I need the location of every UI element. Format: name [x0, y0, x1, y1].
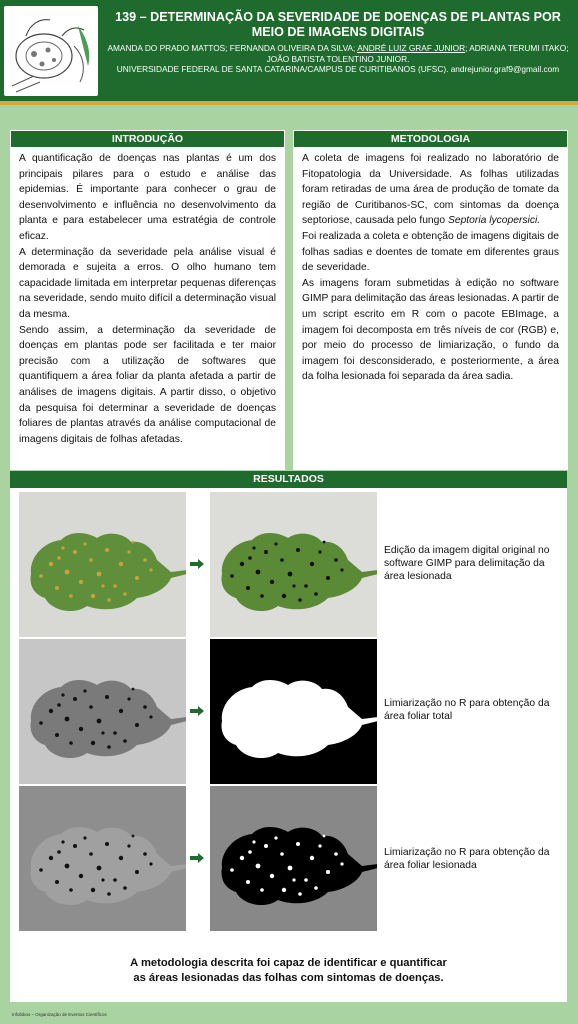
lesion-area-mask — [210, 786, 377, 931]
plant-disease-illustration-icon — [4, 6, 98, 96]
metodologia-paragraph-1-text: A coleta de imagens foi realizado no laboratório de Fitopatologia da Universidade. As folhas utilizadas foram retiradas de uma área de produção de tomate da região de Curitibanos-SC, com sintomas da doença septoriose, causada pelo fungo — [302, 153, 559, 227]
species-name: Septoria lycopersici. — [447, 215, 541, 227]
poster-title — [102, 10, 574, 40]
lesion-channel-leaf-image — [19, 786, 186, 931]
metodologia-title: METODOLOGIA — [294, 131, 567, 147]
total-leaf-area-mask — [210, 639, 377, 784]
gimp-edited-leaf-image — [210, 492, 377, 637]
introducao-title: INTRODUÇÃO — [11, 131, 284, 147]
metodologia-panel — [293, 130, 568, 470]
affiliation: UNIVERSIDADE FEDERAL DE SANTA CATARINA/CAMPUS DE CURITIBANOS (UFSC). andrejunior.graf9@gmail.com — [116, 64, 560, 74]
caption-gimp-editing: Edição da imagem digital original no software GIMP para delimitação da área lesionada — [384, 545, 550, 582]
metodologia-paragraph-3: As imagens foram submetidas à edição no software GIMP para delimitação das áreas lesionadas. A partir de um script escrito em R com o pacote EBImage, a imagem foi decomposta em três níveis de cor (RGB) e, por meio do processo de limiarização, o fundo da imagem foi desconsiderado, e posteriormente, a área da folha lesionada foi separada da área sadia. — [302, 277, 559, 383]
conclusion — [80, 956, 497, 986]
authors — [102, 43, 574, 64]
metodologia-body — [294, 147, 567, 385]
poster-header — [0, 0, 578, 105]
introducao-body — [11, 147, 284, 447]
arrow-right-icon — [190, 853, 204, 863]
conclusion-line-1: A metodologia descrita foi capaz de identificar e quantificar — [130, 957, 447, 969]
original-leaf-image — [19, 492, 186, 637]
title-line-1: 139 – DETERMINAÇÃO DA SEVERIDADE DE DOENÇAS DE PLANTAS POR — [115, 10, 561, 24]
conclusion-line-2: as áreas lesionadas das folhas com sintomas de doenças. — [133, 972, 444, 984]
authors-line-2: JOÃO BATISTA TOLENTINO JUNIOR. — [266, 53, 410, 64]
header-text — [102, 10, 574, 75]
arrow-right-icon — [190, 706, 204, 716]
metodologia-paragraph-2: Foi realizada a coleta e obtenção de imagens digitais de folhas sadias e doentes de tomate em diferentes graus de severidade. — [302, 230, 560, 274]
introducao-panel — [10, 130, 285, 470]
arrow-right-icon — [190, 559, 204, 569]
metodologia-paragraph-1 — [302, 151, 559, 229]
introducao-paragraph-1: A quantificação de doenças nas plantas é um dos principais pilares para o estudo e análise das epidemias. É importante para conhecer o grau de desenvolvimento e influência no desenvolvimento da planta e para estabelecer uma estratégia de controle eficaz. — [19, 153, 276, 242]
presenting-author: ANDRÉ LUIZ GRAF JUNIOR — [357, 43, 466, 53]
authors-part-b: ; ADRIANA TERUMI ITAKO; — [465, 43, 569, 53]
caption-lesion-area: Limiarização no R para obtenção da área foliar lesionada — [384, 847, 550, 871]
title-line-2: MEIO DE IMAGENS DIGITAIS — [251, 25, 425, 39]
footer-credit: Infobibos – Organização de Eventos Científicos — [12, 1012, 107, 1017]
grayscale-leaf-image — [19, 639, 186, 784]
introducao-paragraph-2: A determinação da severidade pela análise visual é demorada e sujeita a erros. O olho humano tem capacidade limitada em interpretar pequenas diferenças na severidade, sendo muito difícil a determinação visual da mesma. — [19, 246, 276, 320]
introducao-paragraph-3: Sendo assim, a determinação da severidade de doenças em plantas pode ser facilitada e ter maior precisão com a utilização de softwares que quantifiquem a área foliar da planta afetada a partir de análises de imagens digitais. A partir disso, o objetivo da pesquisa foi determinar a severidade de doenças foliares de plantas através da análise computacional de imagens digitais de folhas afetadas. — [19, 324, 276, 445]
caption-total-area: Limiarização no R para obtenção da área foliar total — [384, 698, 550, 722]
authors-part-a: AMANDA DO PRADO MATTOS; FERNANDA OLIVEIRA DA SILVA; — [107, 43, 358, 53]
resultados-title: RESULTADOS — [10, 471, 567, 488]
resultados-panel — [10, 488, 567, 1002]
